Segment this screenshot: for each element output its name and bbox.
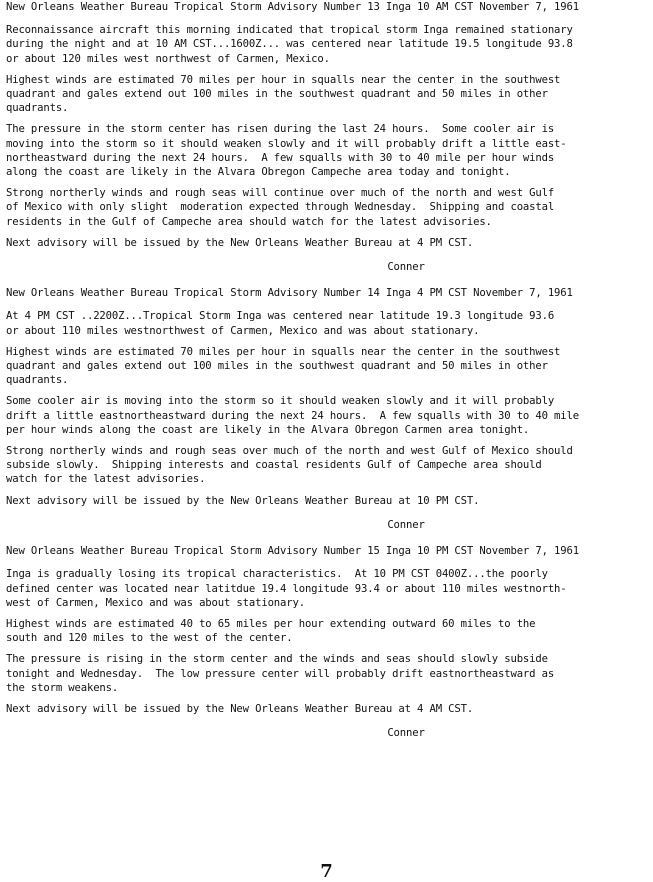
text-line: during the night and at 10 AM CST...1600Z... was centered near latitude 19.5 longitude 93.8 <box>6 38 573 51</box>
text-line: quadrant and gales extend out 100 miles in the southwest quadrant and 50 miles in other <box>6 360 548 373</box>
advisory-14 <box>6 286 651 532</box>
advisory-paragraph <box>6 345 651 388</box>
title-line: New Orleans Weather Bureau Tropical Storm Advisory Number 14 Inga 4 PM CST November 7, 1961 <box>6 287 573 300</box>
advisory-title <box>6 286 651 300</box>
text-line: Next advisory will be issued by the New Orleans Weather Bureau at 4 PM CST. <box>6 236 474 249</box>
signature: Conner <box>387 518 425 531</box>
text-line: west of Carmen, Mexico and was about stationary. <box>6 596 305 609</box>
text-line: quadrants. <box>6 102 69 115</box>
signature: Conner <box>387 261 425 274</box>
text-line: Reconnaissance aircraft this morning indicated that tropical storm Inga remained stationary <box>6 24 573 37</box>
advisory-13 <box>6 0 651 274</box>
text-line: watch for the latest advisories. <box>6 473 206 486</box>
advisory-title <box>6 0 651 14</box>
text-line: Next advisory will be issued by the New Orleans Weather Bureau at 10 PM CST. <box>6 494 480 507</box>
text-line: Strong northerly winds and rough seas will continue over much of the north and west Gulf <box>6 187 555 200</box>
text-line: along the coast are likely in the Alvara Obregon Campeche area today and tonight. <box>6 166 511 179</box>
text-line: northeastward during the next 24 hours. A few squalls with 30 to 40 mile per hour winds <box>6 151 555 164</box>
text-line: Highest winds are estimated 70 miles per hour in squalls near the center in the southwest <box>6 73 561 86</box>
text-line: residents in the Gulf of Campeche area should watch for the latest advisories. <box>6 215 492 228</box>
text-line: or about 110 miles westnorthwest of Carmen, Mexico and was about stationary. <box>6 324 480 337</box>
text-line: moving into the storm so it should weaken slowly and it will probably drift a little east- <box>6 137 567 150</box>
text-line: The pressure in the storm center has risen during the last 24 hours. Some cooler air is <box>6 123 555 136</box>
signature: Conner <box>387 727 425 740</box>
advisory-paragraph <box>6 23 651 66</box>
text-line: the storm weakens. <box>6 681 119 694</box>
text-line: drift a little eastnortheastward during the next 24 hours. A few squalls with 30 to 40 mile <box>6 409 579 422</box>
text-line: subside slowly. Shipping interests and coastal residents Gulf of Campeche area should <box>6 459 542 472</box>
advisory-title <box>6 544 651 558</box>
text-line: of Mexico with only slight moderation expected through Wednesday. Shipping and coastal <box>6 201 555 214</box>
advisory-paragraph <box>6 236 651 250</box>
text-line: Next advisory will be issued by the New Orleans Weather Bureau at 4 AM CST. <box>6 702 474 715</box>
text-line: Highest winds are estimated 70 miles per hour in squalls near the center in the southwest <box>6 345 561 358</box>
text-line: At 4 PM CST ..2200Z...Tropical Storm Inga was centered near latitude 19.3 longitude 93.6 <box>6 310 555 323</box>
page-number: 7 <box>320 861 333 882</box>
advisory-paragraph <box>6 394 651 437</box>
advisory-paragraph <box>6 702 651 716</box>
text-line: quadrant and gales extend out 100 miles in the southwest quadrant and 50 miles in other <box>6 88 548 101</box>
text-line: Some cooler air is moving into the storm so it should weaken slowly and it will probably <box>6 395 555 408</box>
advisory-paragraph <box>6 73 651 116</box>
advisory-paragraph <box>6 309 651 337</box>
text-line: defined center was located near latitdue 19.4 longitude 93.4 or about 110 miles westnorth- <box>6 582 567 595</box>
text-line: south and 120 miles to the west of the center. <box>6 632 293 645</box>
advisory-paragraph <box>6 186 651 229</box>
text-line: Inga is gradually losing its tropical characteristics. At 10 PM CST 0400Z...the poorly <box>6 568 548 581</box>
advisory-paragraph <box>6 652 651 695</box>
advisory-paragraph <box>6 122 651 179</box>
text-line: tonight and Wednesday. The low pressure center will probably drift eastnortheastward as <box>6 667 555 680</box>
advisory-15 <box>6 544 651 740</box>
text-line: per hour winds along the coast are likely in the Alvara Obregon Carmen area tonight. <box>6 423 530 436</box>
advisory-paragraph <box>6 567 651 610</box>
document-page <box>6 0 651 752</box>
advisory-paragraph <box>6 617 651 645</box>
text-line: The pressure is rising in the storm center and the winds and seas should slowly subside <box>6 653 548 666</box>
title-line: New Orleans Weather Bureau Tropical Storm Advisory Number 15 Inga 10 PM CST November 7, 1961 <box>6 545 579 558</box>
text-line: quadrants. <box>6 374 69 387</box>
title-line: New Orleans Weather Bureau Tropical Storm Advisory Number 13 Inga 10 AM CST November 7, 1961 <box>6 1 579 13</box>
text-line: Highest winds are estimated 40 to 65 miles per hour extending outward 60 miles to the <box>6 617 536 630</box>
advisory-paragraph <box>6 494 651 508</box>
advisory-paragraph <box>6 444 651 487</box>
text-line: or about 120 miles west northwest of Carmen, Mexico. <box>6 52 330 65</box>
text-line: Strong northerly winds and rough seas over much of the north and west Gulf of Mexico should <box>6 445 573 458</box>
